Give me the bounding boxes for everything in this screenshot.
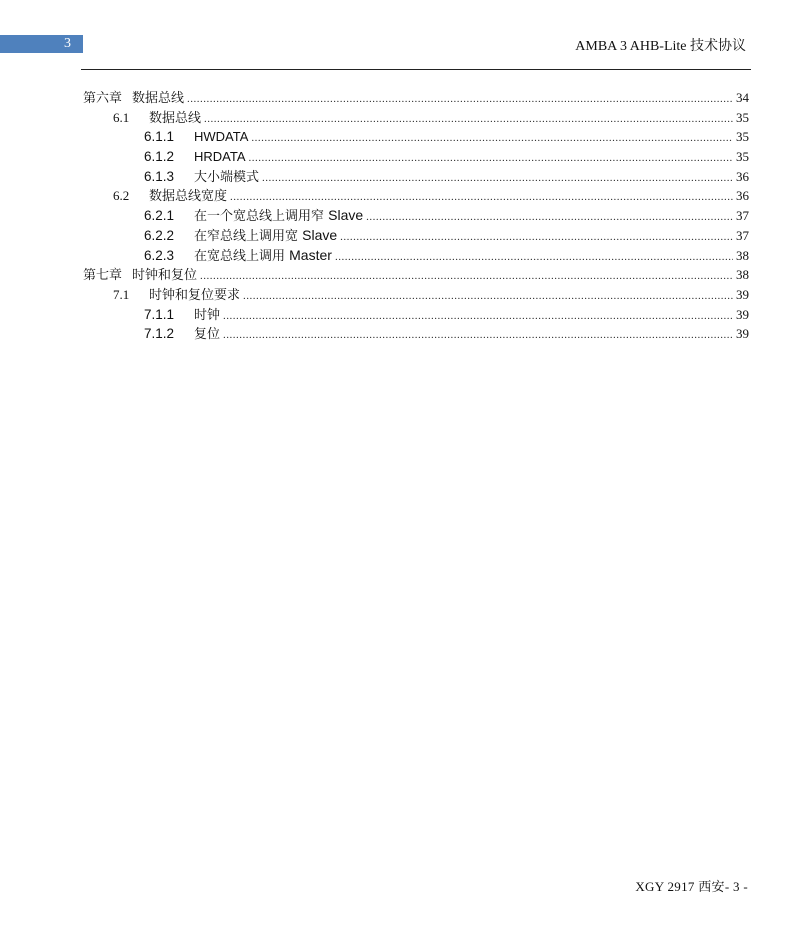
page-footer: XGY 2917 西安- 3 -: [635, 879, 748, 894]
toc-entry-title: 在宽总线上调用 Master: [194, 246, 332, 264]
toc-entry-number: 第七章: [83, 268, 123, 284]
toc-entry-title: 在窄总线上调用宽 Slave: [194, 226, 338, 244]
toc-entry-number: 7.1: [113, 286, 130, 302]
toc-entry-title: 数据总线宽度: [149, 189, 228, 205]
toc-entry-title: 数据总线: [149, 110, 202, 126]
toc-entry-title: HWDATA: [194, 129, 249, 145]
toc-entry[interactable]: [83, 324, 749, 344]
toc-entry-number: 6.2.1: [144, 208, 175, 224]
toc-entry-page: 39: [736, 286, 749, 302]
document-title: AMBA 3 AHB-Lite 技术协议: [575, 39, 746, 54]
toc-entry-page: 35: [736, 129, 749, 145]
toc-entry-number: 6.1.1: [144, 129, 175, 145]
toc-entry[interactable]: [83, 127, 749, 147]
toc-entry-title: 时钟: [194, 307, 221, 323]
toc-entry-page: 37: [736, 208, 749, 224]
toc-dot-leader: [340, 228, 733, 247]
toc-entry[interactable]: [83, 246, 749, 266]
toc-entry[interactable]: [83, 285, 749, 305]
toc-entry[interactable]: [83, 305, 749, 325]
toc-entry-title: 时钟和复位要求: [149, 287, 241, 303]
toc-entry-page: 35: [736, 109, 749, 125]
toc-entry-number: 6.1.2: [144, 149, 175, 165]
toc-entry[interactable]: [83, 88, 749, 108]
toc-dot-leader: [366, 208, 733, 227]
toc-entry[interactable]: [83, 167, 749, 187]
toc-entry-title: 在一个宽总线上调用窄 Slave: [194, 207, 364, 225]
toc-entry-number: 6.1.3: [144, 168, 175, 184]
toc-entry-page: 36: [736, 188, 749, 204]
toc-entry-number: 7.1.1: [144, 306, 175, 322]
toc-dot-leader: [243, 287, 733, 306]
toc-dot-leader: [200, 267, 733, 286]
toc-dot-leader: [230, 188, 733, 207]
toc-entry[interactable]: [83, 226, 749, 246]
toc-entry[interactable]: [83, 147, 749, 167]
toc-entry[interactable]: [83, 186, 749, 206]
toc-entry[interactable]: [83, 108, 749, 128]
toc-entry-number: 6.2.2: [144, 227, 175, 243]
toc-entry-title: 数据总线: [132, 91, 185, 106]
toc-entry-page: 35: [736, 149, 749, 165]
toc-entry-number: 第六章: [83, 91, 123, 106]
toc-dot-leader: [204, 110, 733, 129]
toc-entry-title: 时钟和复位: [132, 268, 198, 284]
toc-entry-page: 34: [736, 90, 749, 105]
toc-dot-leader: [249, 149, 733, 168]
toc-entry-number: 6.2: [113, 188, 130, 204]
toc-entry-title: 大小端模式: [194, 169, 260, 185]
toc-dot-leader: [187, 90, 733, 109]
header-divider: [81, 69, 751, 70]
toc-entry-page: 39: [736, 306, 749, 322]
toc-entry-page: 38: [736, 267, 749, 283]
toc-entry-number: 6.2.3: [144, 247, 175, 263]
toc-entry-page: 36: [736, 168, 749, 184]
toc-entry-page: 38: [736, 247, 749, 263]
table-of-contents: [83, 88, 749, 344]
toc-dot-leader: [262, 169, 733, 188]
toc-entry[interactable]: [83, 206, 749, 226]
toc-entry-number: 6.1: [113, 109, 130, 125]
toc-entry-title: 复位: [194, 327, 221, 343]
toc-dot-leader: [251, 129, 733, 148]
toc-dot-leader: [335, 248, 733, 267]
toc-entry-page: 39: [736, 326, 749, 342]
toc-entry-title: HRDATA: [194, 149, 246, 165]
toc-entry-page: 37: [736, 227, 749, 243]
toc-dot-leader: [223, 326, 733, 345]
page-number-tab: 3: [0, 35, 83, 53]
toc-dot-leader: [223, 307, 733, 326]
toc-entry[interactable]: [83, 265, 749, 285]
toc-entry-number: 7.1.2: [144, 326, 175, 342]
